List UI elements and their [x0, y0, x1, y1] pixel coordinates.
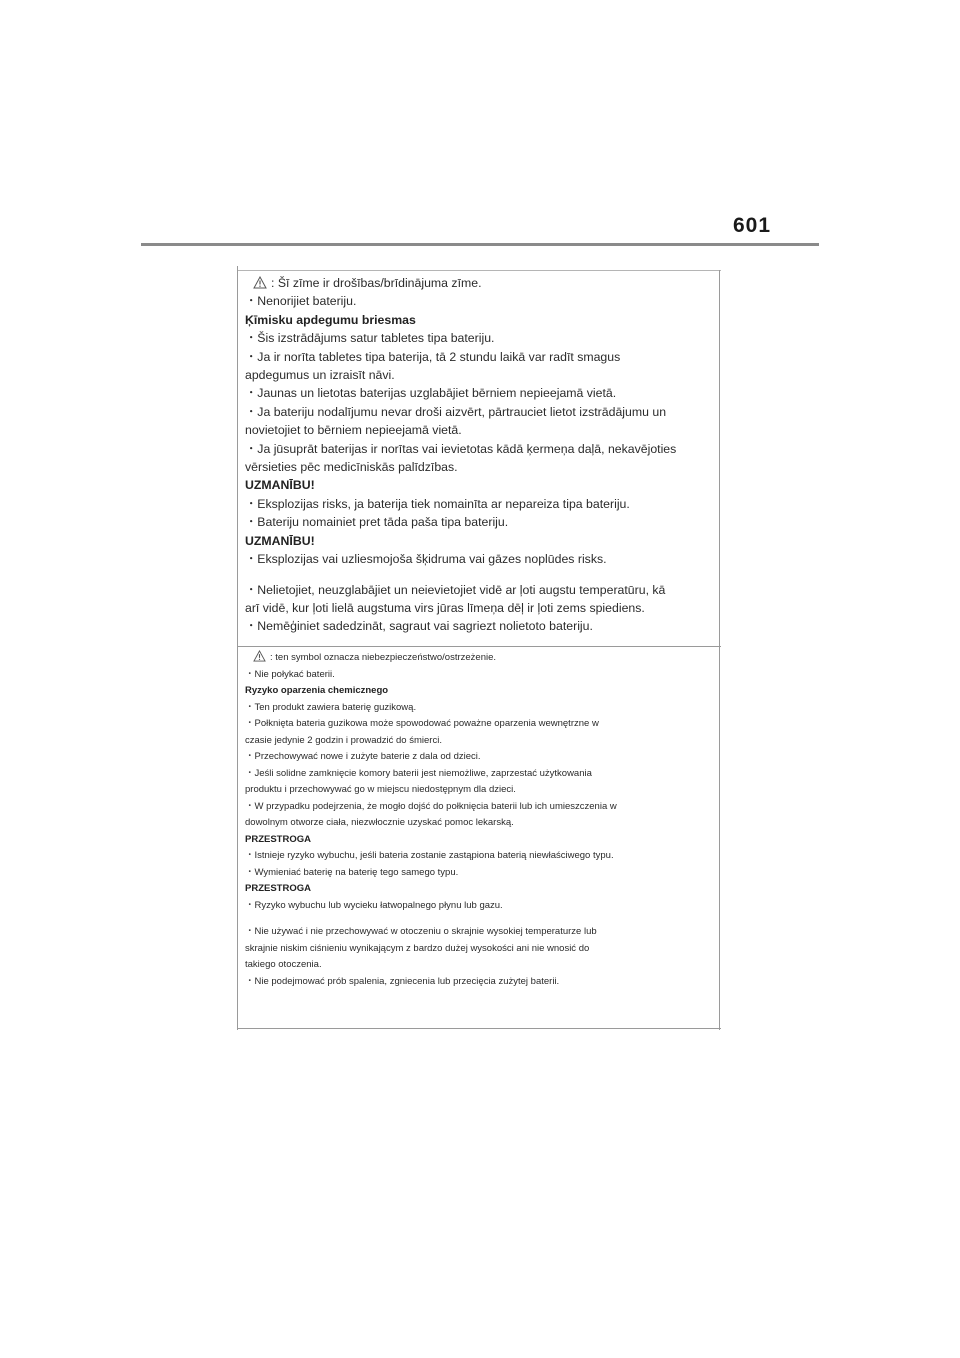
warning-triangle-icon	[253, 276, 267, 289]
text-line: ・Ja jūsuprāt baterijas ir norītas vai ievietotas kādā ķermeņa daļā, nekavējoties	[245, 441, 677, 456]
text-line: ・Istnieje ryzyko wybuchu, jeśli bateria zostanie zastąpiona baterią niewłaściwego typu.	[245, 850, 614, 861]
section-heading: Ryzyko oparzenia chemicznego	[245, 685, 389, 696]
section-heading: PRZESTROGA	[245, 883, 311, 894]
frame-bottom-border	[237, 1028, 721, 1029]
polish-text-lines	[245, 667, 715, 991]
battery-warning-notice	[237, 266, 722, 1030]
section-heading: UZMANĪBU!	[245, 478, 315, 493]
text-line: ・W przypadku podejrzenia, że mogło dojść do połknięcia baterii lub ich umieszczenia w	[245, 800, 617, 812]
text-line: ・Nelietojiet, neuzglabājiet un neievietojiet vidē ar ļoti augstu temperatūru, kā	[245, 582, 666, 597]
section-heading: UZMANĪBU!	[245, 533, 315, 548]
header-rule	[141, 243, 819, 246]
language-divider	[237, 646, 721, 647]
page-number: 601	[733, 214, 772, 237]
section-heading: PRZESTROGA	[245, 833, 311, 845]
text-line: ・Wymieniać baterię na baterię tego samego typu.	[245, 866, 459, 878]
polish-section	[245, 650, 715, 990]
polish-symbol-text: : ten symbol oznacza niebezpieczeństwo/ostrzeżenie.	[270, 652, 497, 663]
text-line: ・Nemēģiniet sadedzināt, sagraut vai sagriezt nolietoto bateriju.	[245, 619, 593, 634]
text-line: ・Ja ir norīta tabletes tipa baterija, tā 2 stundu laikā var radīt smagus	[245, 349, 621, 364]
text-line: novietojiet to bērniem nepieejamā vietā.	[245, 423, 462, 438]
paragraph-gap	[245, 914, 715, 924]
frame-left-border	[237, 266, 238, 1030]
latvian-symbol-text: : Šī zīme ir drošības/brīdinājuma zīme.	[271, 276, 482, 290]
paragraph-gap	[245, 569, 715, 581]
text-line: vērsieties pēc medicīniskās palīdzības.	[245, 460, 458, 475]
text-line: ・Šis izstrādājums satur tabletes tipa bateriju.	[245, 331, 495, 346]
text-line: ・Ja bateriju nodalījumu nevar droši aizvērt, pārtrauciet lietot izstrādājumu un	[245, 404, 667, 419]
text-line: ・Ryzyko wybuchu lub wycieku łatwopalnego płynu lub gazu.	[245, 899, 503, 911]
text-line: ・Bateriju nomainiet pret tāda paša tipa bateriju.	[245, 515, 509, 530]
text-line: ・Przechowywać nowe i zużyte baterie z dala od dzieci.	[245, 751, 481, 762]
polish-symbol-line	[245, 650, 715, 667]
text-line: ・Ten produkt zawiera baterię guzikową.	[245, 701, 417, 713]
text-line: dowolnym otworze ciała, niezwłocznie uzyskać pomoc lekarską.	[245, 817, 514, 828]
latvian-text-lines	[245, 292, 715, 635]
text-line: ・Jeśli solidne zamknięcie komory baterii jest niemożliwe, zaprzestać użytkowania	[245, 767, 592, 779]
latvian-section	[245, 274, 715, 636]
text-line: ・Jaunas un lietotas baterijas uzglabājiet bērniem nepieejamā vietā.	[245, 386, 617, 401]
text-line: takiego otoczenia.	[245, 959, 322, 970]
text-line: produktu i przechowywać go w miejscu niedostępnym dla dzieci.	[245, 784, 516, 795]
latvian-symbol-line	[245, 274, 715, 292]
warning-triangle-icon	[253, 650, 266, 662]
text-line: ・Nie używać i nie przechowywać w otoczeniu o skrajnie wysokiej temperaturze lub	[245, 926, 597, 937]
section-heading: Ķīmisku apdegumu briesmas	[245, 312, 416, 327]
text-line: ・Eksplozijas vai uzliesmojoša šķidruma vai gāzes noplūdes risks.	[245, 552, 607, 567]
text-line: ・Nie podejmować prób spalenia, zgniecenia lub przecięcia zużytej baterii.	[245, 975, 560, 987]
text-line: ・Nie połykać baterii.	[245, 668, 335, 680]
frame-top-border	[237, 270, 721, 271]
text-line: ・Nenorijiet bateriju.	[245, 294, 357, 309]
frame-right-border	[719, 270, 720, 1030]
text-line: czasie jedynie 2 godzin i prowadzić do śmierci.	[245, 734, 442, 746]
text-line: ・Eksplozijas risks, ja baterija tiek nomainīta ar nepareiza tipa bateriju.	[245, 496, 630, 511]
text-line: skrajnie niskim ciśnieniu wynikającym z bardzo dużej wysokości ani nie wnosić do	[245, 942, 590, 954]
text-line: ・Połknięta bateria guzikowa może spowodować poważne oparzenia wewnętrzne w	[245, 718, 599, 729]
text-line: arī vidē, kur ļoti lielā augstuma virs jūras līmeņa dēļ ir ļoti zems spiediens.	[245, 600, 645, 615]
text-line: apdegumus un izraisīt nāvi.	[245, 368, 395, 383]
